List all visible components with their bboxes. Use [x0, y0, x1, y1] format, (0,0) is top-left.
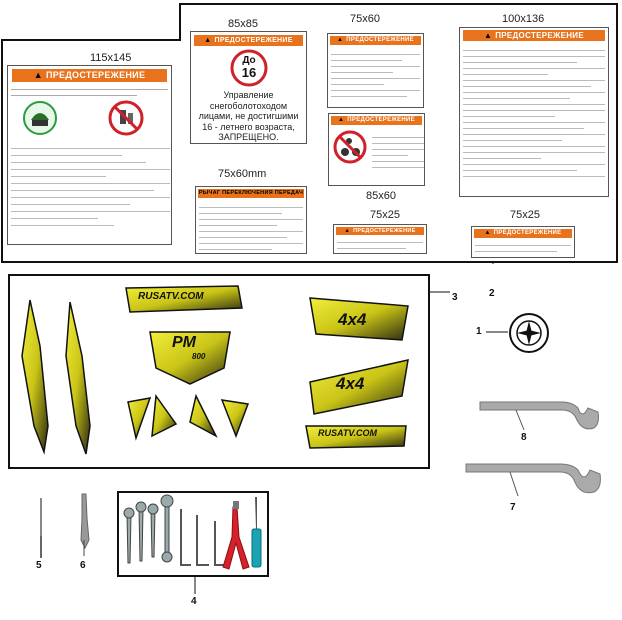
warning-label-75x60-top [327, 33, 424, 108]
decal-set-graphics [10, 276, 428, 467]
label-body-text [472, 240, 574, 255]
helmet-ok-icon [22, 100, 58, 136]
label-title: ПРЕДОСТЕРЕЖЕНИЕ [353, 228, 416, 234]
label-text-lines [8, 82, 171, 100]
age-warning-label-85x85 [190, 31, 307, 144]
warning-label-115x145 [7, 65, 172, 245]
callout-4-leader [193, 576, 197, 596]
warning-triangle-icon: ▲ [484, 31, 493, 40]
callout-3: 3 [452, 292, 458, 303]
label-body-text [334, 237, 426, 252]
age-badge-number: 16 [241, 65, 257, 80]
passenger-warning-label [328, 113, 425, 186]
no-alcohol-icon [108, 100, 144, 136]
dim-115x145: 115x145 [90, 52, 132, 64]
label-title: ПРЕДОСТЕРЕЖЕНИЕ [495, 31, 584, 40]
side-stripe-right-decal [66, 302, 90, 454]
callout-5: 5 [36, 560, 42, 571]
label-body-text [460, 43, 608, 180]
dim-75x25-right: 75x25 [510, 209, 540, 221]
callout-6: 6 [80, 560, 86, 571]
warning-triangle-icon: ▲ [338, 117, 345, 123]
warning-triangle-icon: ▲ [344, 228, 351, 234]
warning-triangle-icon: ▲ [204, 37, 212, 44]
side-stripe-left-decal [22, 300, 48, 452]
warning-triangle-icon: ▲ [33, 70, 43, 80]
wrench-1 [127, 515, 131, 563]
pliers [223, 507, 249, 569]
dim-85x85: 85x85 [228, 18, 258, 30]
callout-4: 4 [191, 596, 197, 607]
warning-label-100x136 [459, 27, 609, 197]
hook-wrench-7 [462, 460, 612, 510]
callout-8: 8 [521, 432, 527, 443]
dim-75x60-top: 75x60 [350, 13, 380, 25]
dim-75x60mm: 75x60mm [218, 168, 267, 180]
warning-triangle-icon: ▲ [484, 230, 491, 236]
tool-kit-graphics [119, 493, 267, 575]
label-title: ПРЕДОСТЕРЕЖЕНИЕ [347, 117, 415, 123]
dim-85x60: 85x60 [366, 190, 396, 202]
screwdriver [255, 497, 257, 529]
label-body-text [8, 140, 172, 244]
label-body-text [196, 200, 306, 253]
tag-4x4-bottom: 4x4 [336, 374, 365, 393]
warning-label-75x25-mid [333, 224, 427, 254]
brand-site-bottom: RUSATV.COM [318, 428, 378, 438]
label-title: ПРЕДОСТЕРЕЖЕНИЕ [45, 70, 146, 80]
label-body-text [369, 130, 425, 171]
label-title: ПРЕДОСТЕРЕЖЕНИЕ [214, 37, 293, 44]
triangle-decal-1 [128, 398, 150, 438]
label-title: РЫЧАГ ПЕРЕКЛЮЧЕНИЯ ПЕРЕДАЧ [198, 190, 304, 196]
callout-1-leader [486, 330, 510, 334]
callout-1: 1 [476, 326, 482, 337]
label-body-text [328, 47, 423, 100]
emblem-icon [508, 312, 550, 354]
warning-label-75x25-right [471, 226, 575, 258]
brand-model-sub: 800 [192, 352, 206, 361]
label-title: ПРЕДОСТЕРЕЖЕНИЕ [493, 230, 562, 236]
triangle-decal-4 [222, 400, 248, 436]
brand-site-top: RUSATV.COM [138, 291, 204, 302]
dim-100x136: 100x136 [502, 13, 545, 25]
callout-7: 7 [510, 502, 516, 513]
age-badge-top: До [242, 55, 256, 66]
callout-2: 2 [489, 288, 495, 299]
dim-75x25-mid: 75x25 [370, 209, 400, 221]
tag-4x4-top: 4x4 [338, 310, 367, 329]
label-title: ПРЕДОСТЕРЕЖЕНИЕ [346, 37, 414, 43]
age-restriction-text: Управление снегоболотоходом лицами, не достигшими 16 - летнего возраста, ЗАПРЕЩЕНО. [198, 90, 299, 142]
hook-wrench-8 [476, 398, 606, 448]
callout-3-leader [430, 290, 452, 294]
gear-lever-label [195, 186, 307, 254]
brand-model: PM [172, 334, 196, 351]
spark-plug-tool-6 [74, 490, 94, 560]
pin-tool-5 [34, 496, 48, 566]
triangle-decal-3 [190, 396, 216, 436]
no-passenger-icon [333, 130, 367, 164]
warning-triangle-icon: ▲ [337, 37, 344, 43]
triangle-decal-2 [152, 396, 176, 436]
